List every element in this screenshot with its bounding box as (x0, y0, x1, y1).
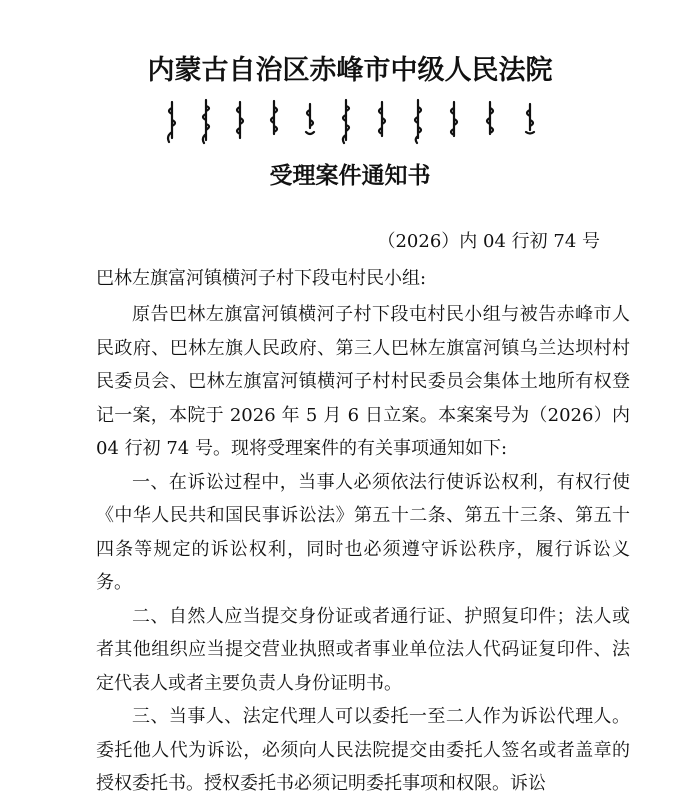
court-name: 内蒙古自治区赤峰市中级人民法院 (147, 55, 553, 86)
addressee: 巴林左旗富河镇横河子村下段屯村民小组: (96, 268, 427, 289)
case-number: （2026）内 04 行初 74 号 (377, 231, 600, 252)
document-title: 受理案件通知书 (269, 163, 431, 189)
paragraph-item-1: 一、在诉讼过程中，当事人必须依法行使诉讼权利，有权行使《中华人民共和国民事诉讼法》第五十二条、第五十三条、第五十四条等规定的诉讼权利，同时也必须遵守诉讼秩序，履行诉讼义务。 (96, 471, 630, 593)
paragraph-intro: 原告巴林左旗富河镇横河子村下段屯村民小组与被告赤峰市人民政府、巴林左旗人民政府、第三人巴林左旗富河镇乌兰达坝村村民委员会、巴林左旗富河镇横河子村村民委员会集体土地所有权登记一案，本院于 2026 年 5 月 6 日立案。本案案号为（2026）内 04 行初 74 号。现将受理案件的有关事项通知如下: (96, 304, 630, 459)
paragraph-item-3: 三、当事人、法定代理人可以委托一至二人作为诉讼代理人。委托他人代为诉讼，必须向人民法院提交由委托人签名或者盖章的授权委托书。授权委托书必须记明委托事项和权限。诉讼 (96, 706, 630, 794)
mongolian-script-court-name (160, 98, 550, 146)
notice-body (96, 298, 630, 801)
paragraph-item-2: 二、自然人应当提交身份证或者通行证、护照复印件；法人或者其他组织应当提交营业执照或者事业单位法人代码证复印件、法定代表人或者主要负责人身份证明书。 (96, 605, 630, 694)
